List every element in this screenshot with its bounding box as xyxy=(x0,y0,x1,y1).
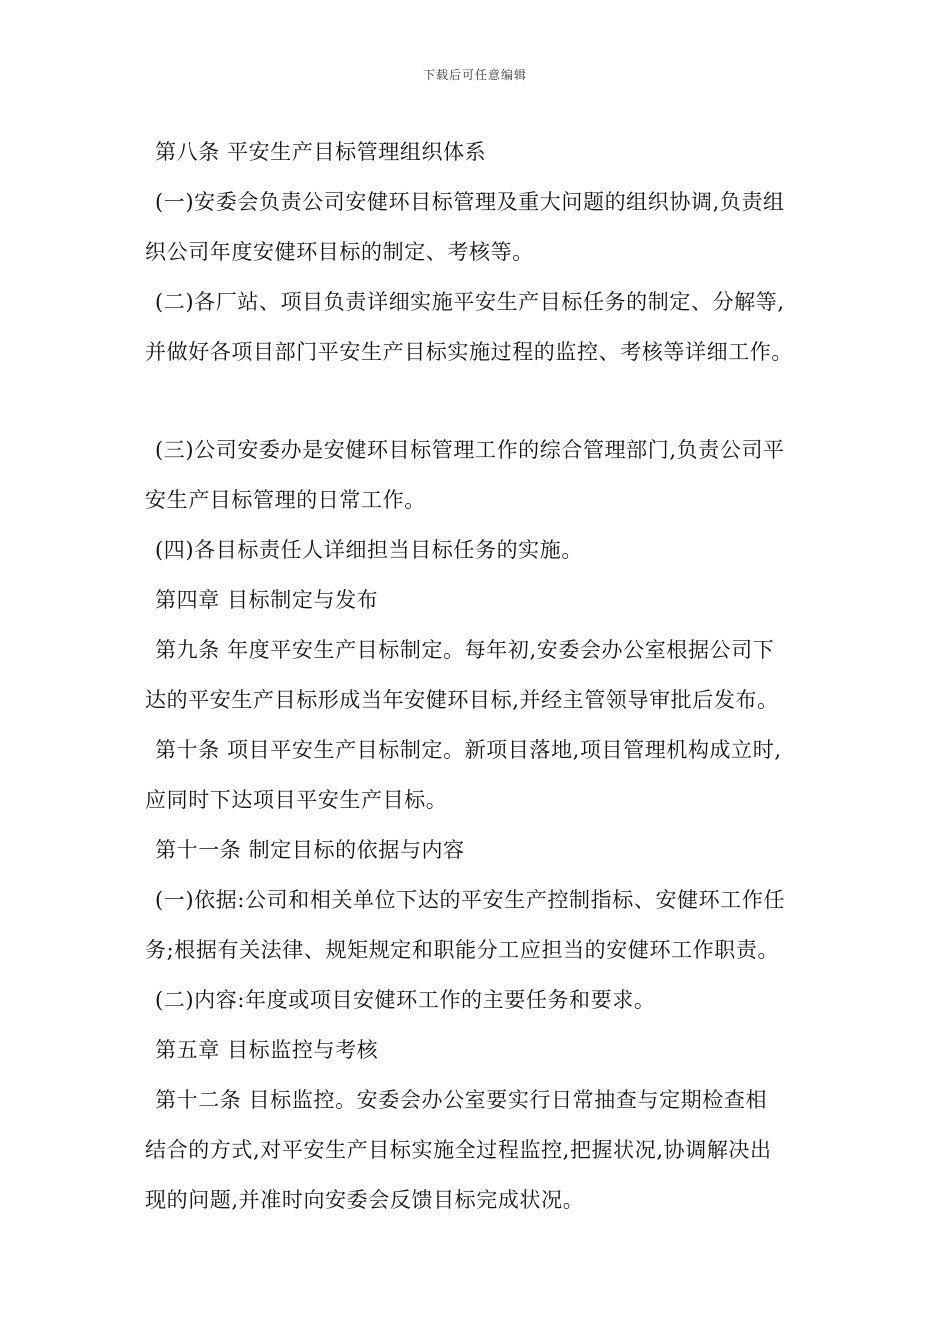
paragraph-line: (四)各目标责任人详细担当目标任务的实施。 xyxy=(155,538,583,562)
paragraph-line: 安生产目标管理的日常工作。 xyxy=(145,488,426,512)
paragraph-line: 达的平安生产目标形成当年安健环目标,并经主管领导审批后发布。 xyxy=(145,688,779,712)
page-header: 下载后可任意编辑 xyxy=(422,68,527,82)
chapter-5-heading: 第五章 目标监控与考核 xyxy=(155,1038,379,1062)
paragraph-line: 第十二条 目标监控。安委会办公室要实行日常抽查与定期检查相 xyxy=(155,1088,768,1112)
paragraph-line: 务;根据有关法律、规矩规定和职能分工应担当的安健环工作职责。 xyxy=(145,938,780,962)
paragraph-line: (二)内容:年度或项目安健环工作的主要任务和要求。 xyxy=(155,988,656,1012)
chapter-4-heading: 第四章 目标制定与发布 xyxy=(155,588,379,612)
paragraph-line: 织公司年度安健环目标的制定、考核等。 xyxy=(145,240,534,264)
paragraph-line: 第九条 年度平安生产目标制定。每年初,安委会办公室根据公司下 xyxy=(155,638,775,662)
paragraph-line: (三)公司安委办是安健环目标管理工作的综合管理部门,负责公司平 xyxy=(155,438,785,462)
paragraph-line: 现的问题,并准时向安委会反馈目标完成状况。 xyxy=(145,1188,585,1212)
article-11-heading: 第十一条 制定目标的依据与内容 xyxy=(155,838,465,862)
paragraph-line: (一)依据:公司和相关单位下达的平安生产控制指标、安健环工作任 xyxy=(155,888,786,912)
paragraph-line: 并做好各项目部门平安生产目标实施过程的监控、考核等详细工作。 xyxy=(145,340,793,364)
paragraph-line: (一)安委会负责公司安健环目标管理及重大问题的组织协调,负责组 xyxy=(155,190,785,214)
paragraph-line: 第十条 项目平安生产目标制定。新项目落地,项目管理机构成立时, xyxy=(155,738,782,762)
paragraph-line: (二)各厂站、项目负责详细实施平安生产目标任务的制定、分解等, xyxy=(155,290,785,314)
article-8-heading: 第八条 平安生产目标管理组织体系 xyxy=(155,140,487,164)
paragraph-line: 结合的方式,对平安生产目标实施全过程监控,把握状况,协调解决出 xyxy=(145,1138,772,1162)
paragraph-line: 应同时下达项目平安生产目标。 xyxy=(145,788,448,812)
